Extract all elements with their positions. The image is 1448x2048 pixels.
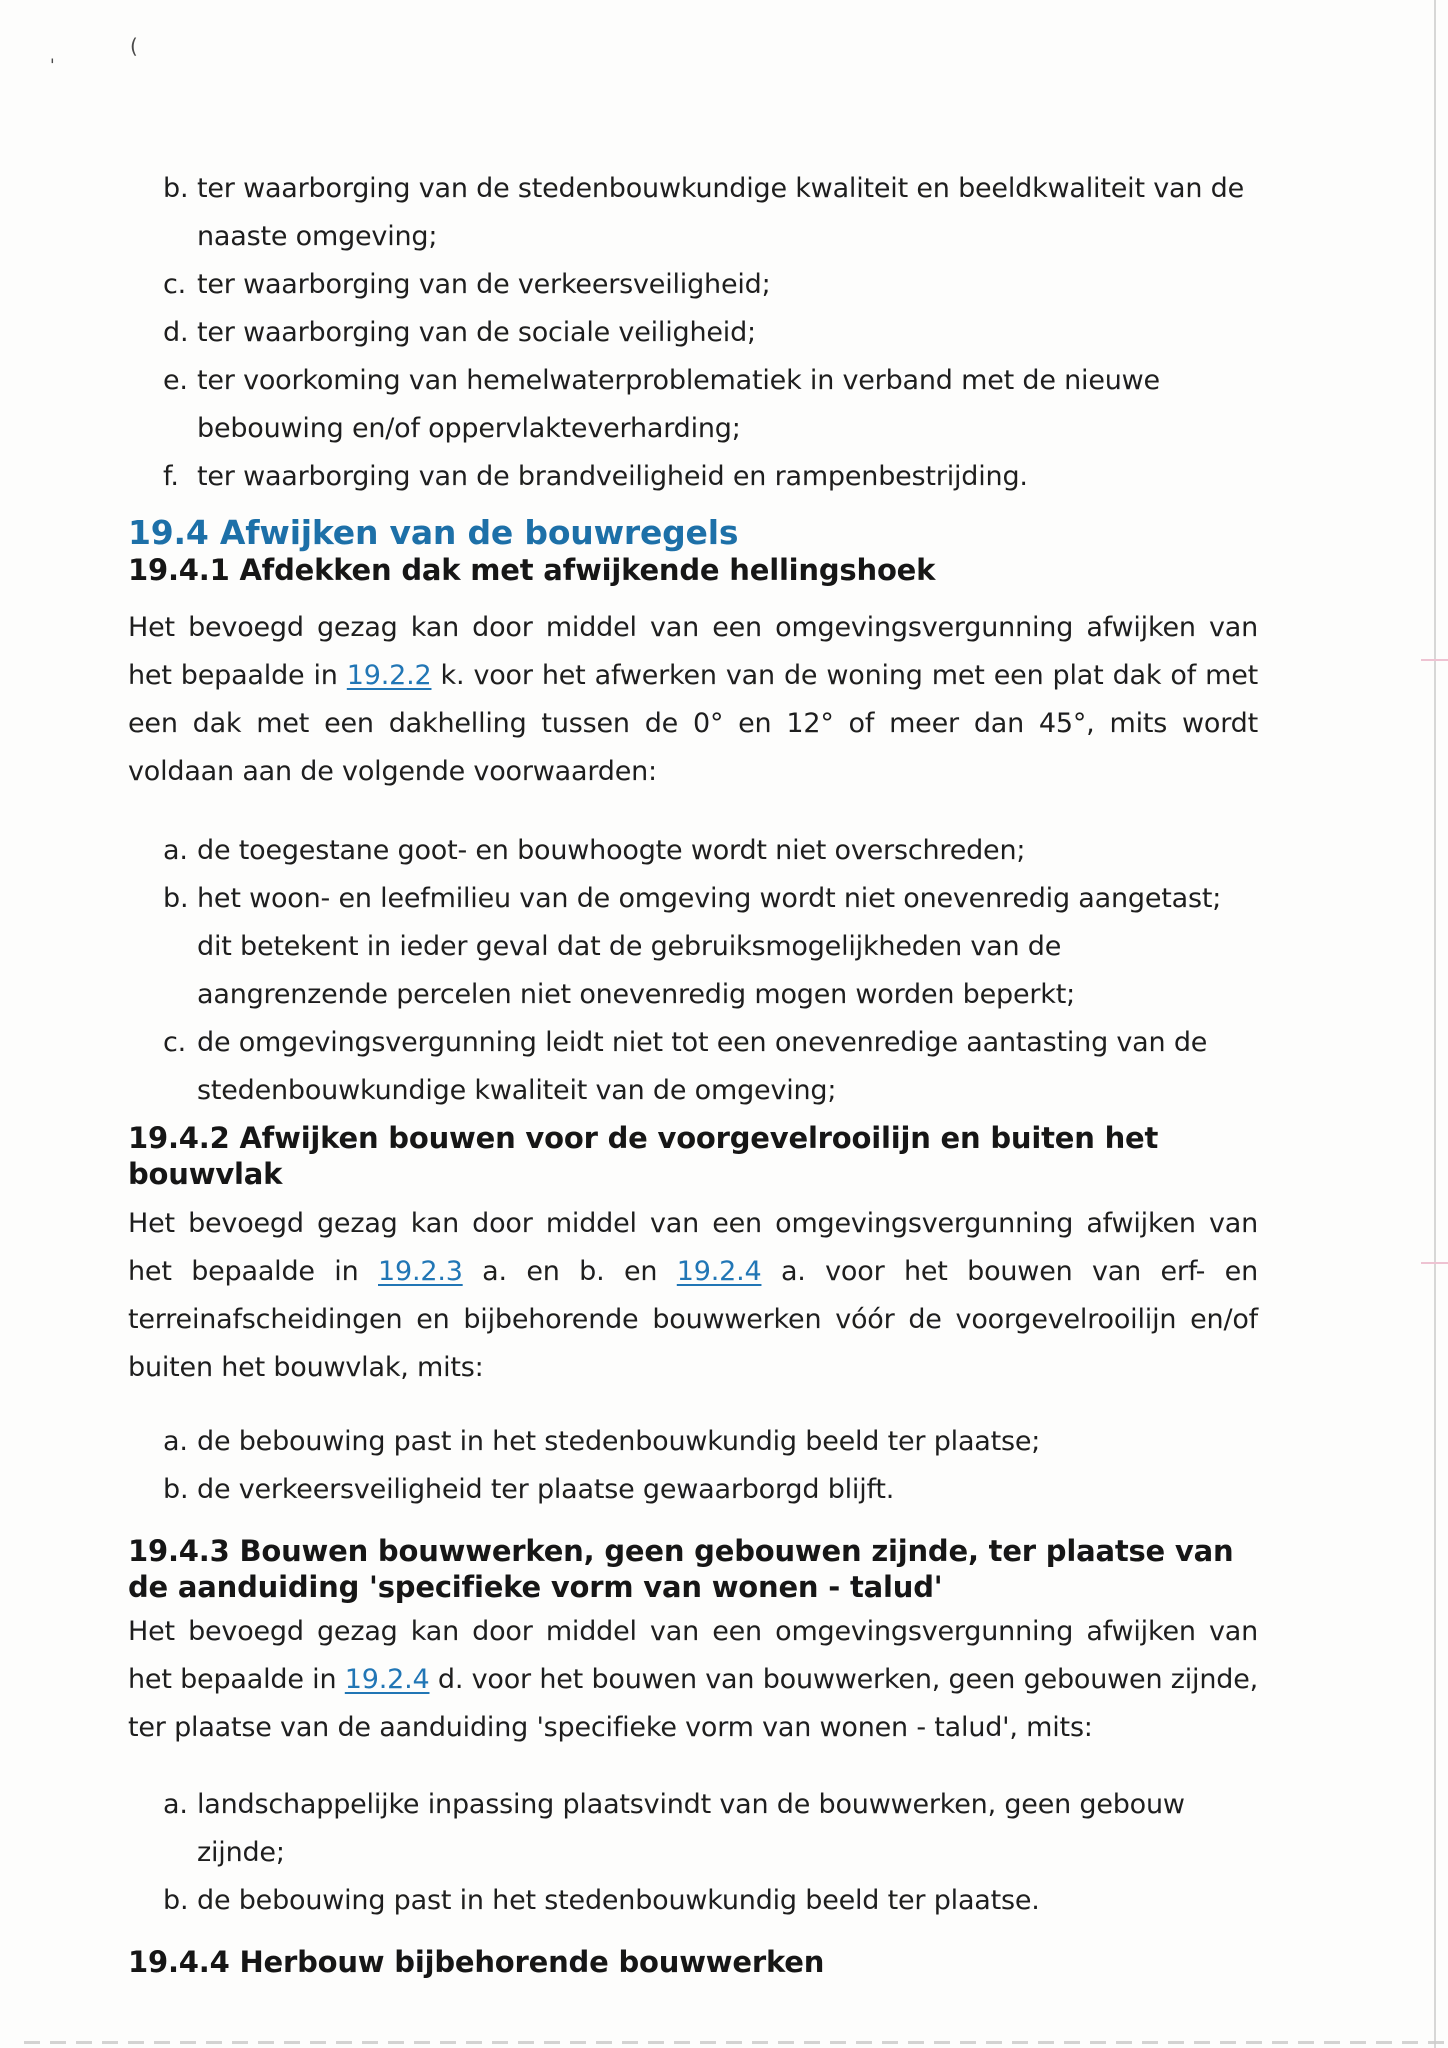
list-item-text: de toegestane goot- en bouwhoogte wordt niet overschreden; bbox=[197, 835, 1026, 866]
paragraph-text: Het bevoegd gezag kan door middel van een omgevingsvergunning afwijken van het bepaalde in bbox=[128, 1208, 1258, 1287]
list-item-text: het woon- en leefmilieu van de omgeving wordt niet onevenredig aangetast; dit betekent in ieder geval dat de gebruiksmogelijkheden van de aangrenzende percelen niet onevenredig mogen worden beperkt; bbox=[197, 883, 1222, 1010]
list-item-text: ter waarborging van de stedenbouwkundige kwaliteit en beeldkwaliteit van de naaste omgeving; bbox=[197, 173, 1244, 252]
list-item bbox=[163, 827, 1258, 875]
scan-edge-line-bottom bbox=[24, 2041, 1448, 2044]
list-item-letter: c. bbox=[163, 1027, 187, 1058]
subsection-heading-19-4-3: 19.4.3 Bouwen bouwwerken, geen gebouwen zijnde, ter plaatse van de aanduiding 'specifieke vorm van wonen - talud' bbox=[128, 1534, 1234, 1604]
scan-artifact-mark: ' bbox=[50, 56, 55, 76]
list-item-text: de bebouwing past in het stedenbouwkundig beeld ter plaatse; bbox=[197, 1426, 1041, 1457]
ref-link-19-2-2[interactable]: 19.2.2 bbox=[346, 660, 432, 691]
list-item-text: ter waarborging van de verkeersveiligheid; bbox=[197, 269, 771, 300]
list-item-text: landschappelijke inpassing plaatsvindt van de bouwwerken, geen gebouw zijnde; bbox=[197, 1789, 1185, 1868]
list-item-text: de bebouwing past in het stedenbouwkundig beeld ter plaatse. bbox=[197, 1885, 1040, 1916]
paragraph-19-4-3 bbox=[128, 1608, 1258, 1752]
list-item-letter: b. bbox=[163, 173, 189, 204]
document-content bbox=[128, 0, 1258, 1980]
lettered-list-intro bbox=[163, 165, 1258, 501]
list-item-text: ter waarborging van de brandveiligheid en rampenbestrijding. bbox=[197, 461, 1028, 492]
paragraph-text: d. voor het bouwen van bouwwerken, geen gebouwen zijnde, ter plaatse van de aanduiding 'specifieke vorm van wonen - talud', mits: bbox=[128, 1664, 1258, 1743]
list-item bbox=[163, 1019, 1258, 1115]
list-item-letter: b. bbox=[163, 883, 189, 914]
paragraph-text: Het bevoegd gezag kan door middel van een omgevingsvergunning afwijken van het bepaalde in bbox=[128, 1616, 1258, 1695]
paragraph-19-4-1 bbox=[128, 604, 1258, 796]
section-heading-19-4: 19.4 Afwijken van de bouwregels bbox=[128, 513, 739, 552]
ref-link-19-2-3[interactable]: 19.2.3 bbox=[378, 1256, 463, 1287]
list-item-letter: f. bbox=[163, 461, 179, 492]
scan-artifact-tick bbox=[1421, 1262, 1448, 1264]
list-item-letter: d. bbox=[163, 317, 189, 348]
list-item bbox=[163, 1418, 1258, 1466]
list-item-letter: a. bbox=[163, 1426, 188, 1457]
list-item-letter: a. bbox=[163, 1789, 188, 1820]
list-item-text: ter waarborging van de sociale veiligheid; bbox=[197, 317, 756, 348]
scan-edge-line-vertical bbox=[1434, 0, 1436, 2048]
paragraph-text: a. voor het bouwen van erf- en terreinafscheidingen en bijbehorende bouwwerken vóór de voorgevelrooilijn en/of buiten het bouwvlak, mits: bbox=[128, 1256, 1258, 1383]
list-item-letter: a. bbox=[163, 835, 188, 866]
list-item-letter: b. bbox=[163, 1885, 189, 1916]
lettered-list-19-4-1 bbox=[163, 827, 1258, 1115]
list-item bbox=[163, 1466, 1258, 1514]
ref-link-19-2-4[interactable]: 19.2.4 bbox=[344, 1664, 430, 1695]
ref-link-19-2-4[interactable]: 19.2.4 bbox=[676, 1256, 762, 1287]
paragraph-text: a. en b. en bbox=[462, 1256, 677, 1287]
lettered-list-19-4-3 bbox=[163, 1781, 1258, 1925]
list-item bbox=[163, 261, 1258, 309]
scan-artifact-mark: ( bbox=[130, 34, 138, 58]
subsection-heading-19-4-1: 19.4.1 Afdekken dak met afwijkende hellingshoek bbox=[128, 553, 936, 587]
list-item bbox=[163, 357, 1258, 453]
list-item bbox=[163, 1877, 1258, 1925]
list-item-letter: c. bbox=[163, 269, 187, 300]
lettered-list-19-4-2 bbox=[163, 1418, 1258, 1514]
subsection-heading-19-4-4: 19.4.4 Herbouw bijbehorende bouwwerken bbox=[128, 1945, 825, 1979]
list-item-text: de verkeersveiligheid ter plaatse gewaarborgd blijft. bbox=[197, 1474, 895, 1505]
scan-artifact-tick bbox=[1421, 659, 1448, 661]
paragraph-text: k. voor het afwerken van de woning met een plat dak of met een dak met een dakhelling tussen de 0° en 12° of meer dan 45°, mits wordt voldaan aan de volgende voorwaarden: bbox=[128, 660, 1258, 787]
paragraph-text: Het bevoegd gezag kan door middel van een omgevingsvergunning afwijken van het bepaalde in bbox=[128, 612, 1258, 691]
subsection-heading-19-4-2: 19.4.2 Afwijken bouwen voor de voorgevelrooilijn en buiten het bouwvlak bbox=[128, 1121, 1159, 1191]
paragraph-19-4-2 bbox=[128, 1200, 1258, 1392]
list-item bbox=[163, 1781, 1258, 1877]
list-item bbox=[163, 875, 1258, 1019]
list-item-letter: b. bbox=[163, 1474, 189, 1505]
list-item-letter: e. bbox=[163, 365, 188, 396]
list-item bbox=[163, 309, 1258, 357]
list-item bbox=[163, 453, 1258, 501]
list-item-text: de omgevingsvergunning leidt niet tot een onevenredige aantasting van de stedenbouwkundige kwaliteit van de omgeving; bbox=[197, 1027, 1208, 1106]
list-item-text: ter voorkoming van hemelwaterproblematiek in verband met de nieuwe bebouwing en/of oppervlakteverharding; bbox=[197, 365, 1160, 444]
list-item bbox=[163, 165, 1258, 261]
